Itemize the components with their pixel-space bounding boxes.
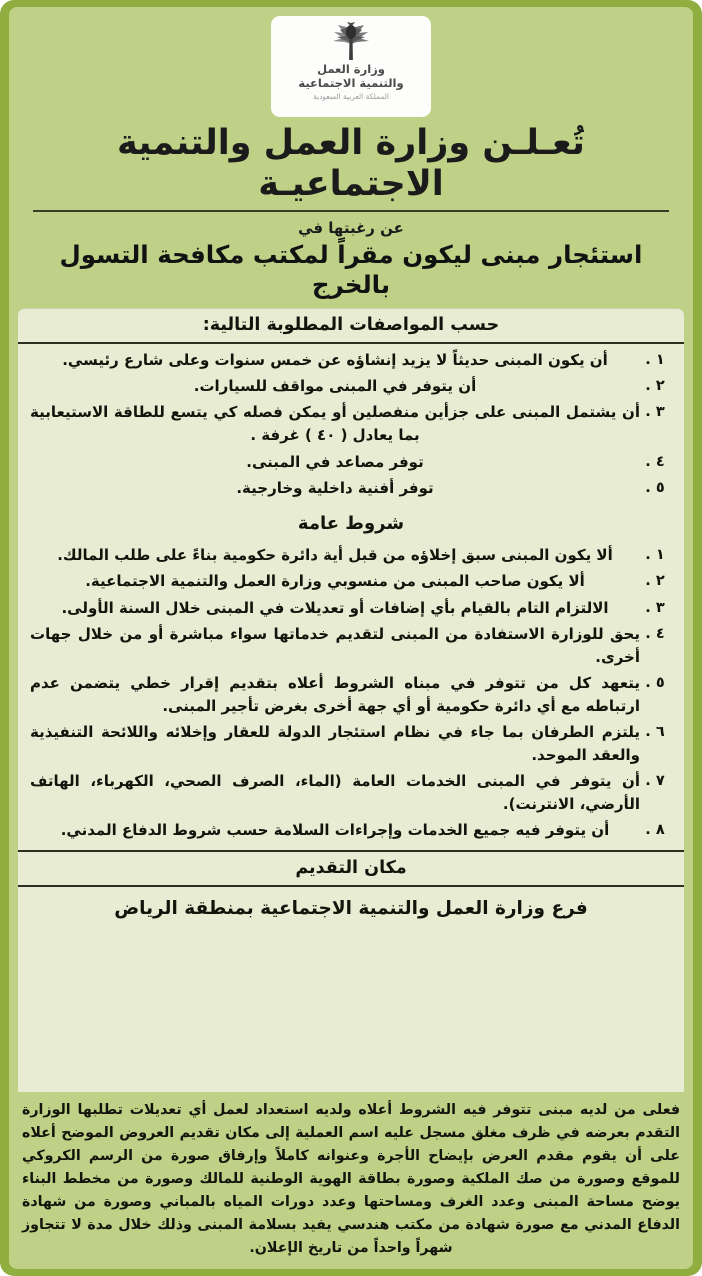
specs-band-title: حسب المواصفات المطلوبة التالية: — [18, 309, 684, 344]
list-item — [30, 819, 670, 842]
logo-ministry-line2: والتنمية الاجتماعية — [298, 75, 404, 90]
logo-zone — [9, 7, 693, 121]
list-item-text: ألا يكون المبنى سبق إخلاؤه من قبل أية دائرة حكومية بناءً على طلب المالك. — [57, 546, 613, 565]
list-item-number: ١ . — [645, 547, 665, 564]
list-item — [30, 721, 670, 767]
list-item-number: ٤ . — [645, 453, 665, 470]
list-item-number: ٨ . — [645, 822, 665, 839]
list-item-number: ٥ . — [645, 479, 665, 496]
submission-place: فرع وزارة العمل والتنمية الاجتماعية بمنطقة الرياض — [114, 897, 588, 919]
list-item — [30, 401, 670, 447]
list-item-text: أن يتوفر في المبنى مواقف للسيارات. — [193, 377, 477, 396]
list-item — [30, 451, 670, 474]
footer-paragraph: فعلى من لديه مبنى تتوفر فيه الشروط أعلاه ولديه استعداد لعمل أي تعديلات تطلبها الوزارة التقدم بعرضه في ظرف مغلق مسجل عليه اسم العملية إلى مكان تقديم العروض الموضح أعلاه على أن يقوم مقدم العرض بإيضاح الأجرة وعنوانه كاملاً وإرفاق صورة من الرسم الكروكي للموقع وصورة من صك الملكية وصورة بطاقة الهوية الوطنية للمالك وصورة من مخطط البناء يوضح مساحة المبنى وعدد الغرف ومساحتها وعدد دورات المياه بالمباني وصورة من شهادة الدفاع المدني مع صورة شهادة من مكتب هندسي يفيد بسلامة المبنى وذلك خلال مدة لا تتجاوز شهراً واحداً من تاريخ الإعلان. — [22, 1102, 680, 1256]
list-item — [30, 477, 670, 500]
list-item-text: يحق للوزارة الاستفادة من المبنى لتقديم خدماتها سواء مباشرة أو من خلال جهات أخرى. — [30, 625, 640, 666]
list-item-number: ٣ . — [645, 404, 665, 421]
list-item-number: ٤ . — [645, 626, 665, 643]
list-item-text: توفر أفنية داخلية وخارجية. — [236, 478, 434, 497]
logo-country-line: المملكة العربية السعودية — [313, 92, 389, 102]
list-item-text: أن يتوفر في المبنى الخدمات العامة (الماء، الصرف الصحي، الكهرباء، الهاتف الأرضي، الانترنت). — [30, 772, 640, 814]
headline-zone — [9, 121, 693, 308]
list-item — [30, 597, 670, 620]
list-item-number: ١ . — [645, 351, 665, 368]
list-item — [30, 672, 670, 718]
palm-tree-emblem-icon — [320, 22, 382, 62]
general-conditions-list — [18, 539, 684, 850]
list-item-text: أن يشتمل المبنى على جزأين منفصلين أو يمكن فصله كي يتسع للطاقة الاستيعابية بما يعادل ( ٤٠ ) غرفة . — [30, 403, 640, 445]
headline-intro: عن رغبتها في — [298, 218, 404, 237]
list-item — [30, 544, 670, 567]
list-item — [30, 623, 670, 669]
list-item-text: يلتزم الطرفان بما جاء في نظام استئجار الدولة للعقار وإخلائه واللائحة التنفيذية والعقد الموحد. — [30, 723, 640, 764]
list-item-text: ألا يكون صاحب المبنى من منسوبي وزارة العمل والتنمية الاجتماعية. — [85, 572, 585, 591]
footer-zone — [9, 1092, 693, 1269]
ministry-logo-card — [271, 16, 431, 117]
headline-subject: استئجار مبنى ليكون مقراً لمكتب مكافحة التسول بالخرج — [59, 239, 643, 300]
list-item — [30, 375, 670, 398]
list-item-text: أن يتوفر فيه جميع الخدمات وإجراءات السلامة حسب شروط الدفاع المدني. — [60, 821, 610, 840]
list-item-number: ٧ . — [645, 773, 665, 790]
list-item-text: توفر مصاعد في المبنى. — [246, 452, 424, 471]
list-item-text: الالتزام التام بالقيام بأي إضافات أو تعديلات في المبنى خلال السنة الأولى. — [61, 598, 609, 617]
list-item-number: ٢ . — [645, 573, 665, 590]
list-item-number: ٥ . — [645, 675, 665, 692]
advertisement-body — [9, 7, 693, 1269]
list-item — [30, 770, 670, 816]
page-title: تُعـلـن وزارة العمل والتنمية الاجتماعيـة — [33, 123, 669, 212]
general-conditions-title: شروط عامة — [297, 513, 405, 535]
list-item-number: ٦ . — [645, 724, 665, 741]
submission-band-title: مكان التقديم — [18, 850, 684, 887]
list-item-text: أن يكون المبنى حديثاً لا يزيد إنشاؤه عن خمس سنوات وعلى شارع رئيسي. — [62, 350, 608, 369]
logo-ministry-line1: وزارة العمل — [317, 62, 385, 76]
list-item-text: يتعهد كل من تتوفر في مبناه الشروط أعلاه بتقديم إقرار خطي يتضمن عدم ارتباطه مع أي دائرة حكومية أو أي جهة أخرى بغرض تأجير المبنى. — [30, 674, 640, 715]
specs-list — [18, 344, 684, 507]
list-item-number: ٢ . — [645, 378, 665, 395]
list-item — [30, 570, 670, 593]
list-item — [30, 349, 670, 372]
list-item-number: ٣ . — [645, 599, 665, 616]
content-panel — [18, 308, 684, 1092]
